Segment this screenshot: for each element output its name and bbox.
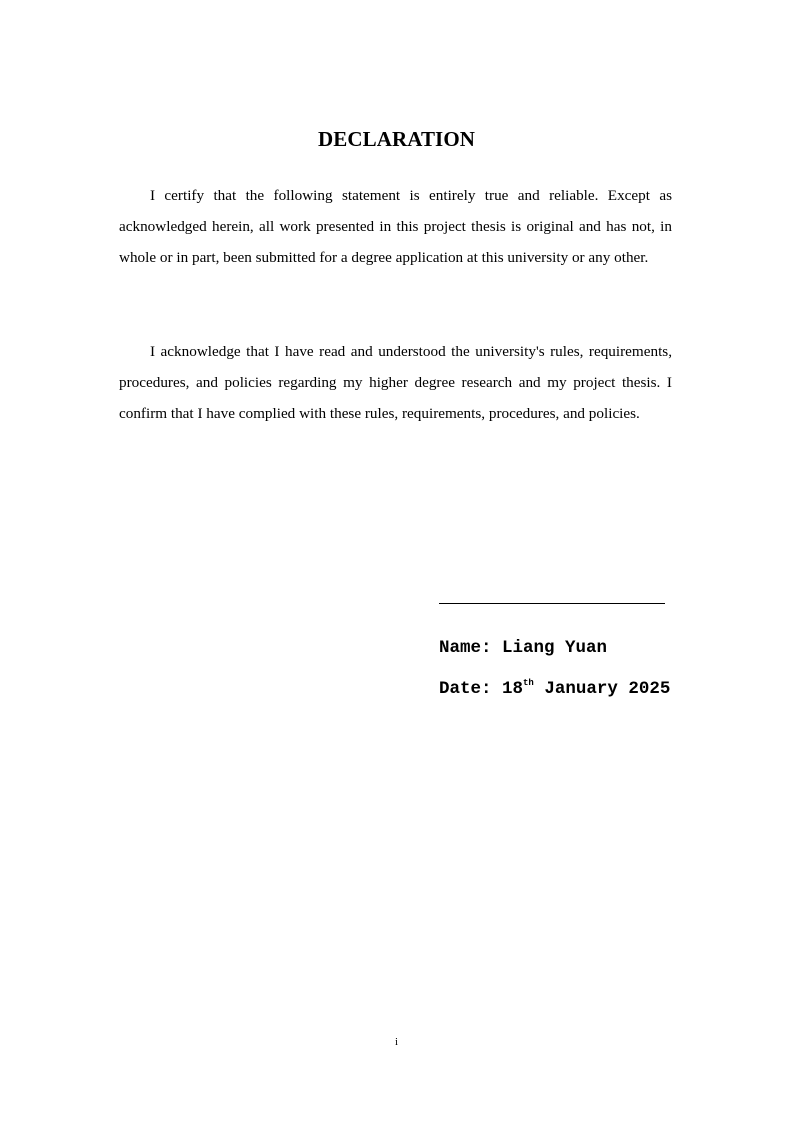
certification-paragraph: I certify that the following statement is entirely true and reliable. Except as acknowledged herein, all work presented in this project thesis is original and has not, in whole or in part, been submitted for a degree application at this university or any other. bbox=[119, 187, 672, 267]
date-ordinal-suffix: th bbox=[523, 678, 534, 688]
date-month-year: January 2025 bbox=[533, 679, 671, 699]
signatory-name: Name: Liang Yuan bbox=[439, 638, 608, 658]
page-number: i bbox=[394, 1036, 399, 1048]
acknowledgement-paragraph: I acknowledge that I have read and understood the university's rules, requirements, procedures, and policies regarding my higher degree research and my project thesis. I confirm that I have complied with these rules, requirements, procedures, and policies. bbox=[119, 343, 672, 423]
date-prefix: Date: 18 bbox=[439, 679, 524, 699]
signature-line bbox=[439, 603, 665, 604]
declaration-title: DECLARATION bbox=[317, 127, 476, 151]
signature-date bbox=[439, 678, 670, 700]
